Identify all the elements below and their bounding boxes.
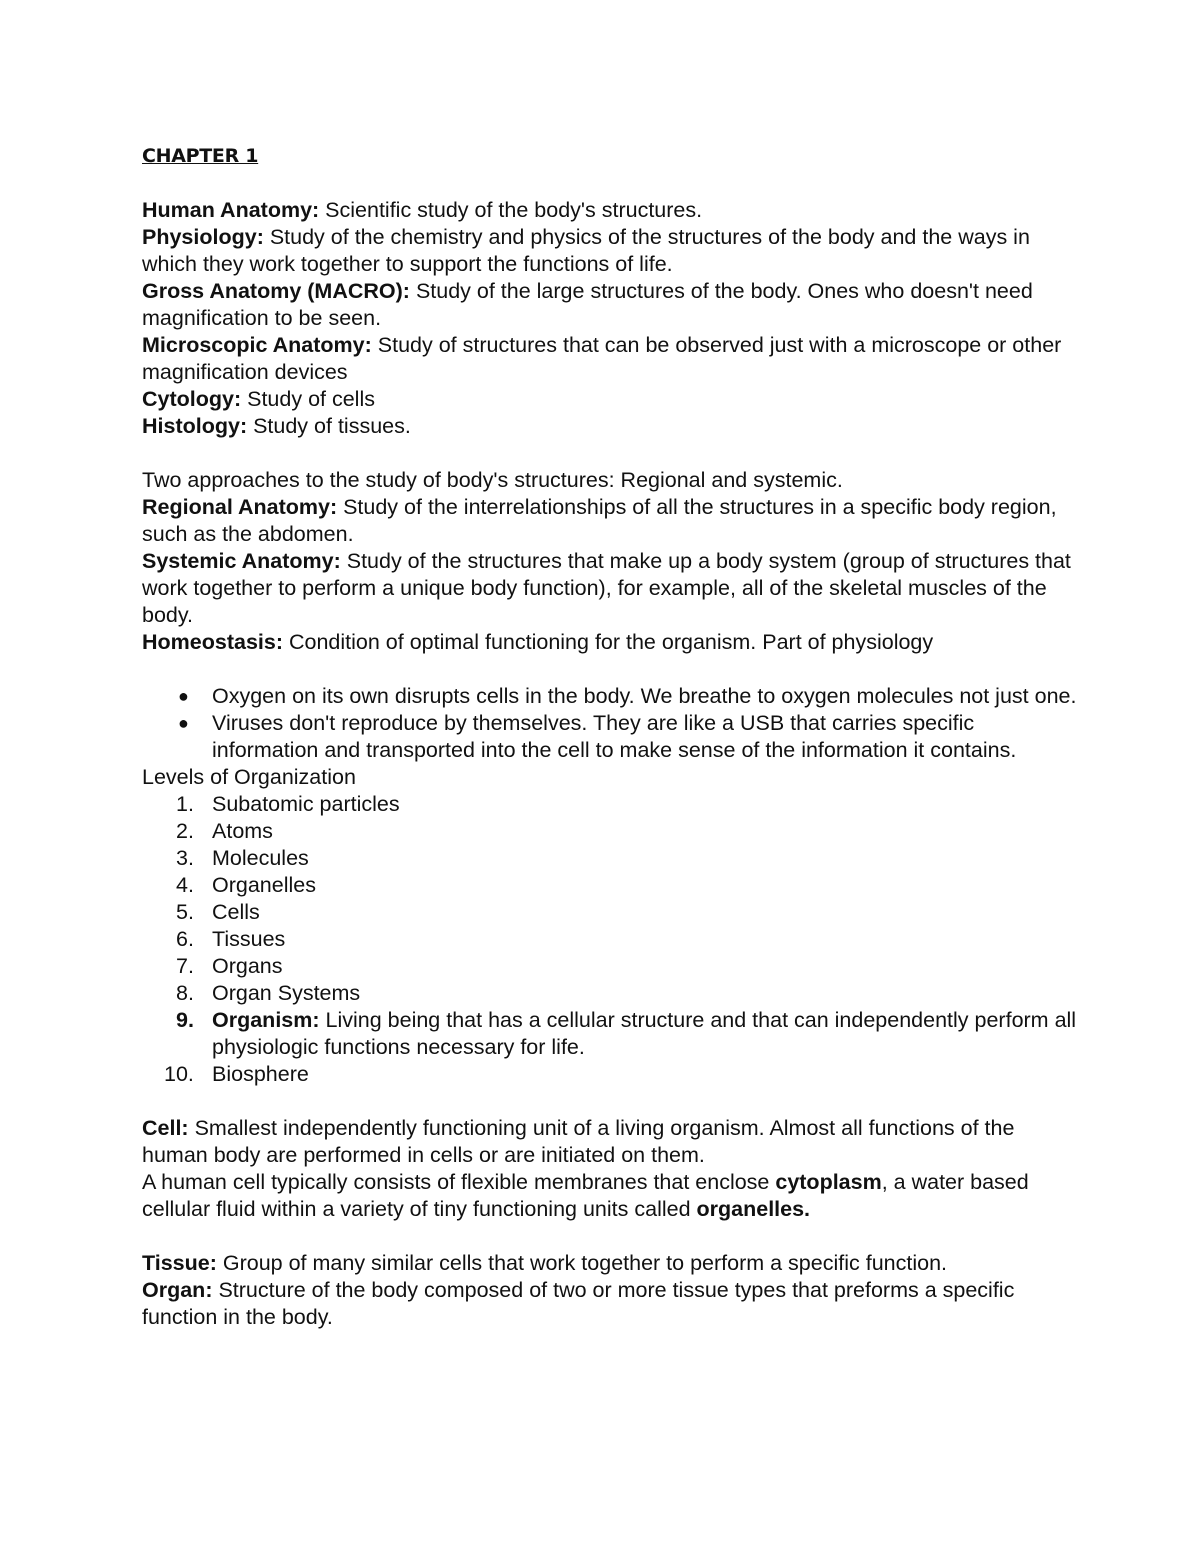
definition-physiology: [142, 224, 1077, 278]
list-item-text: Atoms: [212, 819, 273, 843]
list-item: [142, 683, 1077, 710]
list-number: 2.: [176, 819, 194, 843]
definition-text: Study of the chemistry and physics of the structures of the body and the ways in which they work together to support the functions of life.: [142, 225, 1030, 276]
list-number: 4.: [176, 873, 194, 897]
approaches-sentence: Two approaches to the study of body's structures: Regional and systemic.: [142, 468, 843, 492]
definition-text: Smallest independently functioning unit of a living organism. Almost all functions of the human body are performed in cells or are initiated on them.: [142, 1116, 1015, 1167]
list-item: [142, 980, 1077, 1007]
definition-text: Study of tissues.: [247, 414, 411, 438]
list-item: [142, 1007, 1077, 1061]
spacer: [142, 440, 1077, 467]
list-item-text: Oxygen on its own disrupts cells in the body. We breathe to oxygen molecules not just one.: [212, 684, 1077, 708]
definition-histology: [142, 413, 1077, 440]
term-organelles: organelles.: [696, 1197, 811, 1221]
list-number: 7.: [176, 954, 194, 978]
bullet-icon: ●: [178, 686, 189, 706]
term: Histology:: [142, 414, 248, 438]
term: Physiology:: [142, 225, 264, 249]
list-item-text: Tissues: [212, 927, 286, 951]
term: Tissue:: [142, 1251, 217, 1275]
definition-tissue: [142, 1250, 1077, 1277]
list-item-text: Cells: [212, 900, 260, 924]
list-item: [142, 899, 1077, 926]
definition-regional-anatomy: [142, 494, 1077, 548]
list-item-text: Organelles: [212, 873, 316, 897]
cell-description: [142, 1169, 1077, 1223]
spacer: [142, 656, 1077, 683]
definition-text: Condition of optimal functioning for the organism. Part of physiology: [283, 630, 934, 654]
term: Organism:: [212, 1008, 320, 1032]
term: Gross Anatomy (MACRO):: [142, 279, 410, 303]
term: Homeostasis:: [142, 630, 283, 654]
list-item: [142, 845, 1077, 872]
term-cytoplasm: cytoplasm: [775, 1170, 882, 1194]
list-number: 3.: [176, 846, 194, 870]
definition-text: Structure of the body composed of two or more tissue types that preforms a specific function in the body.: [142, 1278, 1015, 1329]
list-number: 5.: [176, 900, 194, 924]
list-item: [142, 1061, 1077, 1088]
levels-list: [142, 791, 1077, 1088]
definition-text: Scientific study of the body's structures.: [319, 198, 703, 222]
term: Human Anatomy:: [142, 198, 320, 222]
list-item-text: Subatomic particles: [212, 792, 400, 816]
bullet-icon: ●: [178, 713, 189, 733]
definition-systemic-anatomy: [142, 548, 1077, 629]
list-item-text: Biosphere: [212, 1062, 309, 1086]
list-item: [142, 791, 1077, 818]
document-page: [142, 143, 1077, 1331]
term: Regional Anatomy:: [142, 495, 338, 519]
spacer: [142, 1088, 1077, 1115]
definition-text: Study of the interrelationships of all the structures in a specific body region, such as the abdomen.: [142, 495, 1057, 546]
term: Systemic Anatomy:: [142, 549, 341, 573]
list-number: 1.: [176, 792, 194, 816]
definition-text: Study of the large structures of the body. Ones who doesn't need magnification to be seen.: [142, 279, 1033, 330]
list-item: [142, 872, 1077, 899]
definition-organ: [142, 1277, 1077, 1331]
definition-cytology: [142, 386, 1077, 413]
definition-human-anatomy: [142, 197, 1077, 224]
term: Cytology:: [142, 387, 242, 411]
definition-text: Study of the structures that make up a body system (group of structures that work together to perform a unique body function), for example, all of the skeletal muscles of the body.: [142, 549, 1071, 627]
list-item-text: Organ Systems: [212, 981, 361, 1005]
bullet-list: [142, 683, 1077, 764]
list-item: [142, 818, 1077, 845]
text-run: , a water based cellular fluid within a variety of tiny functioning units called: [142, 1170, 1029, 1221]
definition-text: Study of cells: [241, 387, 375, 411]
list-item: [142, 926, 1077, 953]
list-number: 9.: [176, 1008, 194, 1032]
definition-microscopic-anatomy: [142, 332, 1077, 386]
list-item: [142, 953, 1077, 980]
list-item-text: Organs: [212, 954, 283, 978]
definition-homeostasis: [142, 629, 1077, 656]
term: Organ:: [142, 1278, 213, 1302]
list-item: [142, 710, 1077, 764]
definition-cell: [142, 1115, 1077, 1169]
list-number: 6.: [176, 927, 194, 951]
list-number: 8.: [176, 981, 194, 1005]
list-item-text: Viruses don't reproduce by themselves. They are like a USB that carries specific information and transported into the cell to make sense of the information it contains.: [212, 711, 1017, 762]
list-number: 10.: [164, 1062, 194, 1086]
text-run: A human cell typically consists of flexible membranes that enclose: [142, 1170, 776, 1194]
definition-text: Study of structures that can be observed just with a microscope or other magnification devices: [142, 333, 1062, 384]
definition-gross-anatomy: [142, 278, 1077, 332]
term: Microscopic Anatomy:: [142, 333, 372, 357]
definition-text: Group of many similar cells that work together to perform a specific function.: [216, 1251, 947, 1275]
list-item-text: Molecules: [212, 846, 309, 870]
spacer: [142, 1223, 1077, 1250]
definition-text: Living being that has a cellular structure and that can independently perform all physiologic functions necessary for life.: [212, 1008, 1077, 1059]
chapter-heading: CHAPTER 1: [142, 145, 259, 167]
levels-title: Levels of Organization: [142, 765, 356, 789]
term: Cell:: [142, 1116, 189, 1140]
